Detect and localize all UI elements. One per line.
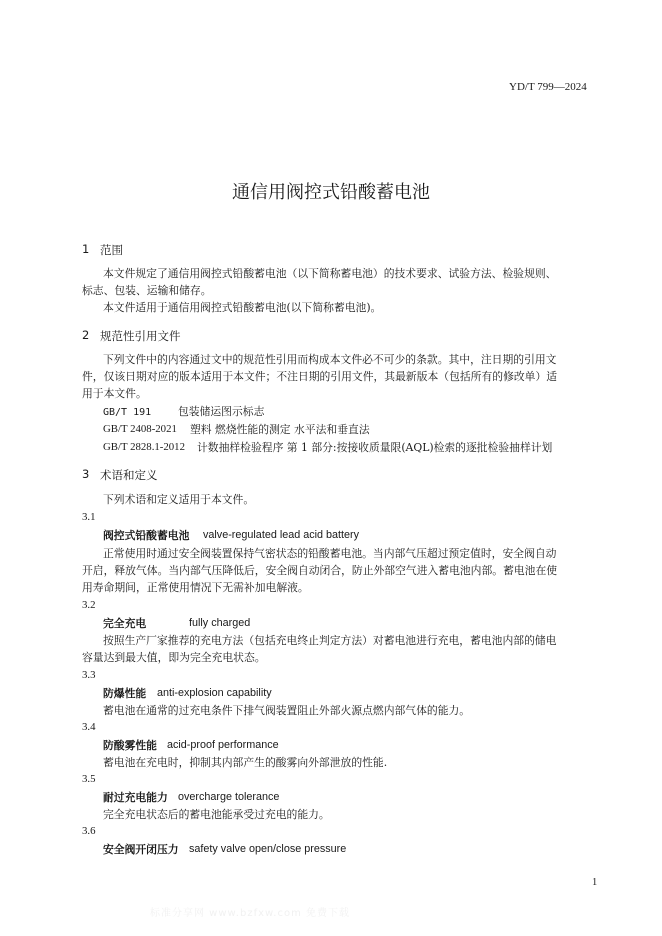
section-3-heading: 术语和定义: [100, 468, 158, 482]
term-definition-line: 开启，释放气体。当内部气压降低后，安全阀自动闭合，防止外部空气进入蓄电池内部。蓄电池在使: [82, 564, 558, 577]
term-chinese: 耐过充电能力: [103, 791, 168, 804]
term-chinese: 阀控式铅酸蓄电池: [103, 529, 190, 542]
section-1-para-1-line-1: 本文件规定了通信用阀控式铅酸蓄电池（以下简称蓄电池）的技术要求、试验方法、检验规则、: [103, 267, 557, 280]
reference-title: 塑料 燃烧性能的测定 水平法和垂直法: [190, 423, 370, 436]
term-chinese: 防爆性能: [103, 687, 147, 700]
term-definition-line: 用寿命期间，正常使用情况下无需补加电解液。: [82, 581, 309, 594]
reference-code: GB/T 191: [103, 407, 152, 418]
reference-title: 计数抽样检验程序 第 1 部分:按接收质量限(AQL)检索的逐批检验抽样计划: [197, 441, 553, 454]
section-3-number: 3: [82, 467, 90, 481]
section-1-para-2: 本文件适用于通信用阀控式铅酸蓄电池(以下简称蓄电池)。: [103, 301, 382, 314]
section-1-para-1-line-2: 标志、包装、运输和储存。: [82, 284, 212, 297]
standard-code: YD/T 799—2024: [509, 81, 587, 93]
section-2-number: 2: [82, 328, 90, 342]
term-definition-line: 按照生产厂家推荐的充电方法（包括充电终止判定方法）对蓄电池进行充电，蓄电池内部的储电: [103, 634, 557, 647]
page-number: 1: [592, 877, 598, 888]
term-english: overcharge tolerance: [178, 791, 280, 803]
section-2-para-line-1: 下列文件中的内容通过文中的规范性引用而构成本文件必不可少的条款。其中，注日期的引用文: [103, 353, 557, 366]
term-chinese: 安全阀开闭压力: [103, 843, 179, 856]
reference-code: GB/T 2828.1-2012: [103, 441, 185, 453]
section-2-para-line-2: 件，仅该日期对应的版本适用于本文件；不注日期的引用文件，其最新版本（包括所有的修改单）适: [82, 370, 558, 383]
term-number: 3.3: [82, 669, 96, 681]
term-number: 3.5: [82, 773, 96, 785]
term-definition-line: 容量达到最大值，即为完全充电状态。: [82, 651, 266, 664]
term-number: 3.2: [82, 599, 96, 611]
section-2-heading: 规范性引用文件: [100, 329, 181, 343]
reference-title: 包装储运图示标志: [178, 405, 265, 418]
term-english: anti-explosion capability: [157, 687, 272, 699]
term-english: safety valve open/close pressure: [189, 843, 347, 855]
section-1-heading: 范围: [100, 243, 123, 257]
section-1-number: 1: [82, 242, 90, 256]
term-chinese: 完全充电: [103, 617, 147, 630]
term-english: acid-proof performance: [167, 739, 279, 751]
term-definition-line: 蓄电池在充电时，抑制其内部产生的酸雾向外部泄放的性能.: [103, 756, 388, 769]
section-2-para-line-3: 用于本文件。: [82, 387, 147, 400]
term-number: 3.4: [82, 721, 96, 733]
term-definition-line: 蓄电池在通常的过充电条件下排气阀装置阻止外部火源点燃内部气体的能力。: [103, 704, 471, 717]
reference-code: GB/T 2408-2021: [103, 423, 177, 435]
section-3-intro: 下列术语和定义适用于本文件。: [103, 493, 255, 506]
term-english: fully charged: [189, 617, 251, 629]
term-definition-line: 完全充电状态后的蓄电池能承受过充电的能力。: [103, 808, 330, 821]
term-english: valve-regulated lead acid battery: [203, 529, 360, 541]
term-number: 3.6: [82, 825, 96, 837]
term-definition-line: 正常使用时通过安全阀装置保持气密状态的铅酸蓄电池。当内部气压超过预定值时，安全阀自动: [103, 547, 557, 560]
footer-watermark: 标准分享网 www.bzfxw.com 免费下载: [150, 908, 350, 919]
term-chinese: 防酸雾性能: [103, 739, 157, 752]
document-title: 通信用阀控式铅酸蓄电池: [232, 182, 430, 203]
term-number: 3.1: [82, 511, 96, 523]
